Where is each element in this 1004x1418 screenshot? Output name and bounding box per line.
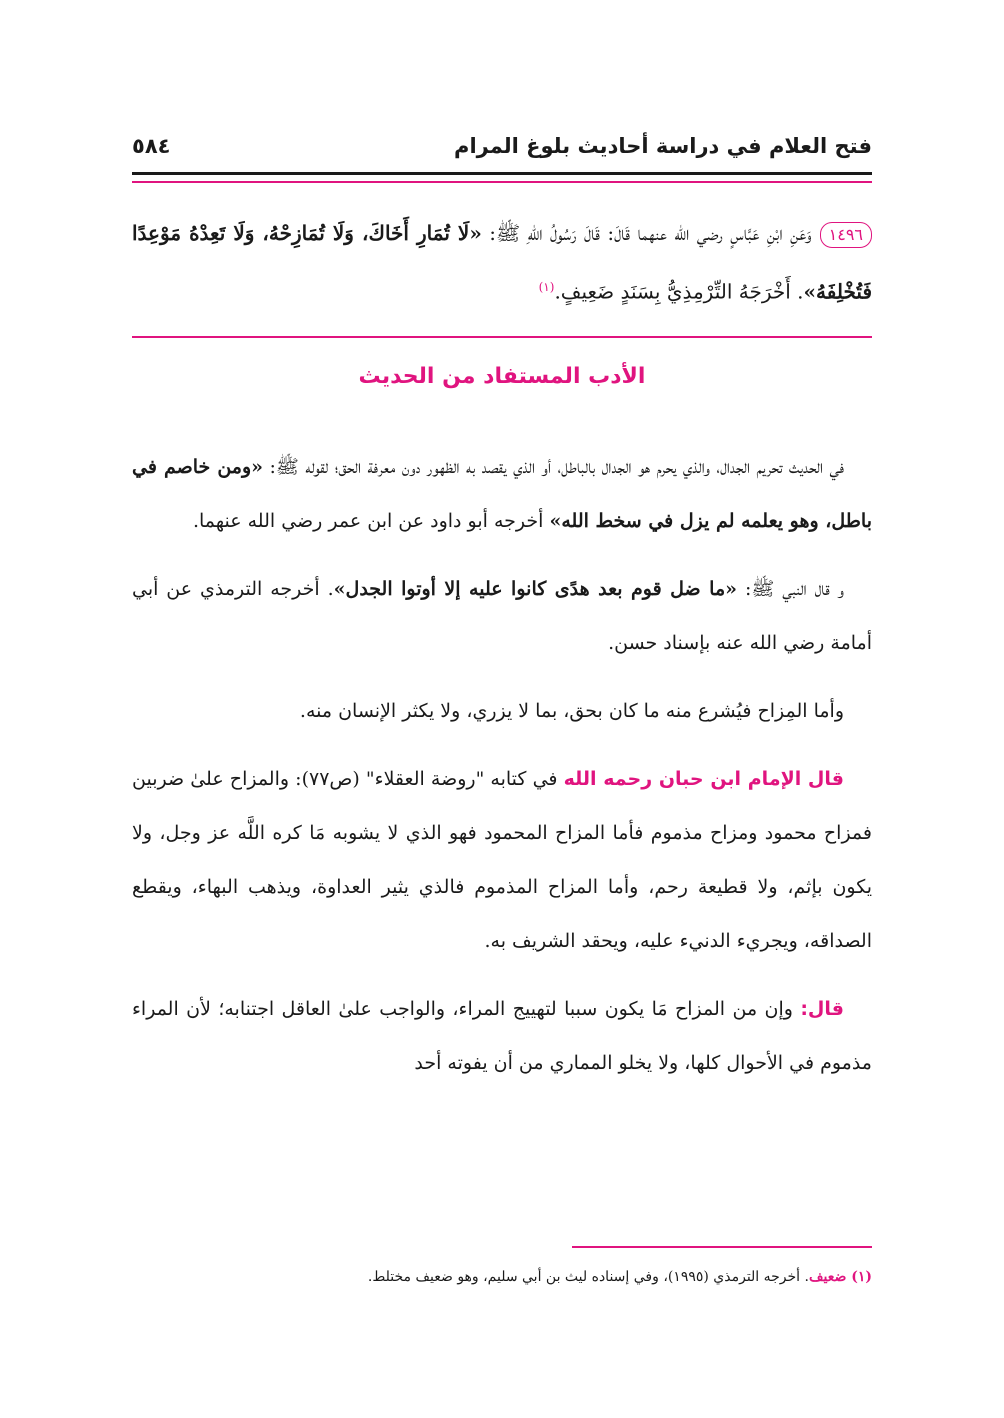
- header-accent-rule: [132, 181, 872, 183]
- paragraph-text: أخرجه أبو داود عن ابن عمر رضي الله عنهما.: [192, 510, 550, 532]
- hadith-block: [132, 206, 872, 319]
- hadith-quote: «لَا تُمَارِ أَخَاكَ، وَلَا تُمَازِحْهُ، وَلَا تَعِدْهُ مَوْعِدًا فَتُخْلِفَهُ»: [132, 221, 872, 304]
- paragraph-1: [132, 440, 872, 548]
- book-page: [132, 0, 872, 1418]
- paragraph-text: وإن من المزاح مَا يكون سببا لتهييج المراء، والواجب علىٰ العاقل اجتنابه؛ لأن المراء مذموم في الأحوال كلها، ولا يخلو المماري من أن يفوته أحد: [132, 998, 872, 1074]
- footnote-text: . أخرجه الترمذي (١٩٩٥)، وفي إسناده ليث بن أبي سليم، وهو ضعيف مختلط.: [367, 1269, 809, 1285]
- footnote: [132, 1264, 872, 1290]
- section-title: الأدب المستفاد من الحديث: [358, 364, 646, 389]
- paragraph-3: وأما المِزاح فيُشرع منه ما كان بحق، بما لا يزري، ولا يكثر الإنسان منه.: [299, 700, 844, 722]
- hadith-intro: وَعَنِ ابْنِ عَبَّاسٍ رضي الله عنهما قَالَ: قَالَ رَسُولُ اللهِ ﷺ:: [481, 221, 812, 245]
- scholar-attribution: قال الإمام ابن حبان رحمه الله: [563, 768, 844, 790]
- hadith-number-badge: ١٤٩٦: [820, 222, 872, 248]
- footnote-ref[interactable]: (١): [538, 280, 555, 294]
- book-title: فتح العلام في دراسة أحاديث بلوغ المرام: [454, 134, 872, 158]
- paragraph-4: [132, 752, 872, 968]
- hadith-grading: . أَخْرَجَهُ التِّرْمِذِيُّ بِسَنَدٍ ضَعِيفٍ.: [554, 279, 804, 304]
- running-header: [132, 128, 872, 164]
- paragraph-text: . أخرجه الترمذي عن أبي أمامة رضي الله عنه بإسناد حسن.: [132, 578, 872, 654]
- header-rule: [132, 172, 872, 175]
- paragraph-5: [132, 982, 872, 1090]
- commentary: [132, 440, 872, 1104]
- footnote-rule: [572, 1246, 872, 1248]
- hadith-citation: «ومن خاصم في باطل، وهو يعلمه لم يزل في سخط الله»: [132, 456, 872, 532]
- scholar-attribution: قال:: [800, 998, 844, 1020]
- footnote-mark: (١) ضعيف: [808, 1269, 872, 1285]
- page-number: ٥٨٤: [132, 134, 171, 158]
- paragraph-text: في كتابه "روضة العقلاء" (ص٧٧): والمزاح علىٰ ضربين فمزاح محمود ومزاح مذموم فأما المزاح المحمود فهو الذي لا يشوبه مَا كره اللَّه عز وجل، ولا يكون بإثم، ولا قطيعة رحم، وأما المزاح المذموم فالذي يثير العداوة، ويذهب البهاء، ويقطع الصداقه، ويجريء الدنيء عليه، ويحقد الشريف به.: [132, 768, 872, 952]
- hadith-citation: «ما ضل قوم بعد هدًى كانوا عليه إلا أوتوا الجدل»: [333, 578, 738, 600]
- paragraph-2: [132, 562, 872, 670]
- section-divider: [132, 336, 872, 338]
- paragraph-text: و قال النبي ﷺ:: [737, 578, 844, 600]
- paragraph-text: في الحديث تحريم الجدال، والذي يحرم هو الجدال بالباطل، أو الذي يقصد به الظهور دون معرفة الحق؛ لقوله ﷺ:: [263, 456, 845, 478]
